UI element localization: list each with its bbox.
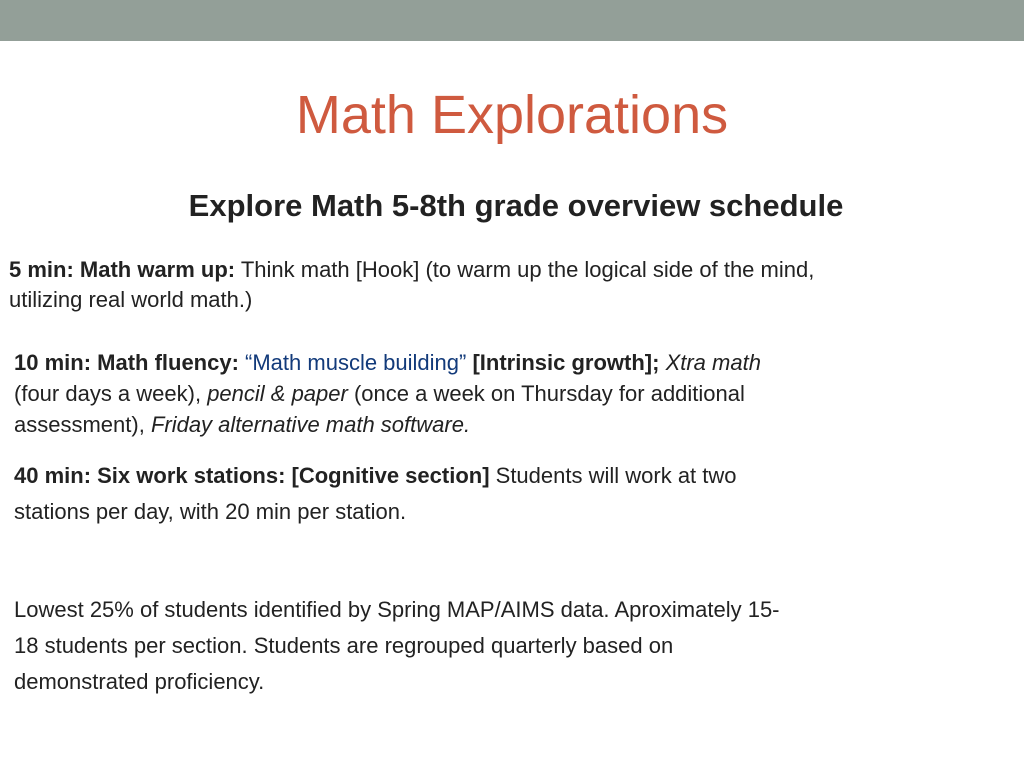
stations-line-1 [14, 458, 737, 494]
fluency-xtra: Xtra math [659, 350, 761, 375]
note-line-2: 18 students per section. Students are regrouped quarterly based on [14, 633, 674, 658]
fluency-line3-a: assessment), [14, 412, 151, 437]
fluency-line-1 [14, 347, 761, 378]
warmup-text-1: Think math [Hook] (to warm up the logical side of the mind, [235, 257, 815, 282]
stations-text-1: Students will work at two [489, 463, 737, 488]
warmup-label: 5 min: Math warm up: [9, 257, 236, 282]
slide-subtitle: Explore Math 5-8th grade overview schedule [188, 188, 844, 223]
stations-paragraph [14, 458, 737, 530]
warmup-text-2: utilizing real world math.) [9, 287, 253, 312]
fluency-quote: “Math muscle building” [238, 350, 467, 375]
fluency-label: 10 min: Math fluency: [14, 350, 239, 375]
fluency-line-3 [14, 409, 761, 440]
stations-text-2: stations per day, with 20 min per station. [14, 499, 407, 524]
warmup-paragraph [9, 255, 814, 315]
note-line-1: Lowest 25% of students identified by Spring MAP/AIMS data. Aproximately 15- [14, 597, 780, 622]
slide-title: Math Explorations [295, 85, 729, 145]
fluency-tag: [Intrinsic growth]; [466, 350, 660, 375]
fluency-line3-italic: Friday alternative math software. [150, 412, 471, 437]
warmup-line-1 [9, 255, 814, 285]
fluency-line-2 [14, 378, 761, 409]
stations-label: 40 min: Six work stations: [Cognitive section] [14, 463, 490, 488]
note-line-3: demonstrated proficiency. [14, 669, 265, 694]
fluency-line2-italic: pencil & paper [207, 381, 348, 406]
fluency-line2-b: (once a week on Thursday for additional [347, 381, 745, 406]
note-paragraph [14, 592, 780, 700]
fluency-paragraph [14, 347, 761, 440]
fluency-line2-a: (four days a week), [14, 381, 208, 406]
top-bar [0, 0, 1024, 41]
